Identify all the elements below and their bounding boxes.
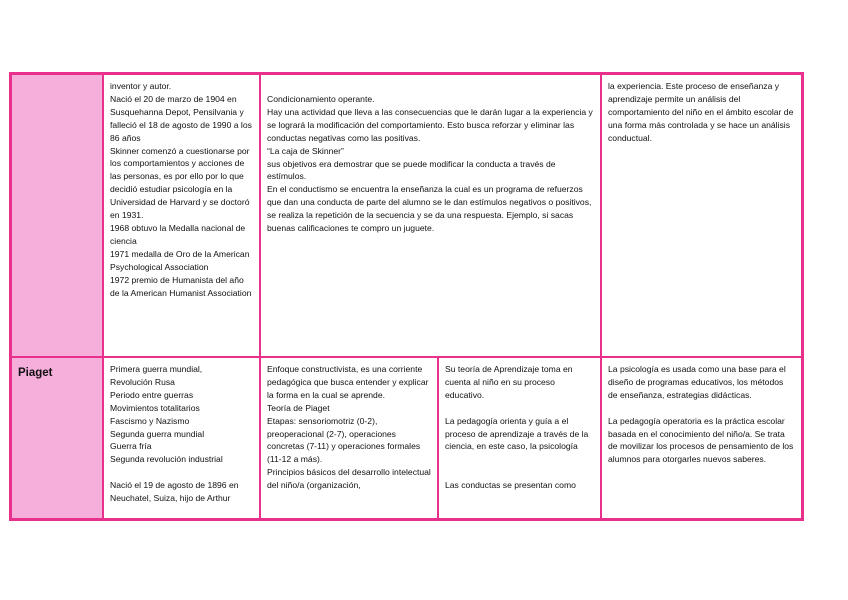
learning-line: Su teoría de Aprendizaje toma en cuenta al niño en su proceso educativo. bbox=[445, 364, 573, 400]
row1-right-cell bbox=[601, 74, 802, 357]
context-line: Movimientos totalitarios bbox=[110, 402, 200, 413]
theory-line: En el conductismo se encuentra la enseñanza la cual es un programa de refuerzos que dan una conducta de parte del alumno se le dan estímulos negativos o positivos, se realiza la repetición de la secuencia y se da una respuesta. Ejemplo, si sacas buenas calificaciones te compro un juguete. bbox=[267, 184, 592, 234]
theory-line: Condicionamiento operante. bbox=[267, 94, 375, 104]
theory-line: Principios básicos del desarrollo intelectual del niño/a (organización, bbox=[267, 467, 431, 491]
bio-line: inventor y autor. bbox=[110, 81, 172, 91]
row1-theory-cell bbox=[260, 74, 601, 357]
context-line: Periodo entre guerras bbox=[110, 389, 194, 400]
theory-line: Enfoque constructivista, es una corriente pedagógica que busca entender y explicar la forma en la cual se aprende. bbox=[267, 364, 429, 400]
theory-line: Etapas: sensoriomotriz (0-2), preoperacional (2-7), operaciones concretas (7-11) y operaciones formales (11-12 a más). bbox=[267, 415, 421, 465]
context-line: Revolución Rusa bbox=[110, 376, 175, 387]
right-line: la experiencia. Este proceso de enseñanza y aprendizaje permite un análisis del comportamiento del niño en el ámbito escolar de una forma más controlada y se hace un análisis conductual. bbox=[608, 81, 794, 143]
bio-line: Nació el 20 de marzo de 1904 en Susquehanna Depot, Pensilvania y falleció el 18 de agosto de 1990 a los 86 años bbox=[110, 93, 252, 143]
context-line: Segunda guerra mundial bbox=[110, 428, 205, 439]
bio-line: 1971 medalla de Oro de la American Psychological Association bbox=[110, 248, 250, 272]
right-line: La pedagogía operatoria es la práctica escolar basada en el conocimiento del niño/a. Se trata de movilizar los procesos de pensamiento de los alumnos para otorgarles nuevos saberes. bbox=[608, 415, 794, 465]
theory-line: Teoría de Piaget bbox=[267, 402, 330, 413]
author-name: Piaget bbox=[18, 367, 53, 379]
theory-line: sus objetivos era demostrar que se puede modificar la conducta a través de estímulos. bbox=[267, 158, 556, 182]
learning-line: Las conductas se presentan como bbox=[445, 480, 576, 491]
bio-line: Skinner comenzó a cuestionarse por los comportamientos y acciones de las personas, es por ello por lo que decidió estudiar psicología en la Universidad de Harvard y se doctoró en 1931. bbox=[110, 145, 250, 221]
bio-line: 1968 obtuvo la Medalla nacional de ciencia bbox=[110, 222, 246, 246]
comparison-table bbox=[9, 72, 804, 521]
context-line: Nació el 19 de agosto de 1896 en Neuchatel, Suiza, hijo de Arthur bbox=[110, 480, 239, 504]
row2-right-cell bbox=[601, 357, 802, 519]
row2-theory-cell bbox=[260, 357, 438, 519]
right-line: La psicología es usada como una base para el diseño de programas educativos, los métodos de enseñanza, estrategias didácticas. bbox=[608, 364, 786, 400]
context-line: Fascismo y Nazismo bbox=[110, 415, 190, 426]
row2-context-cell bbox=[103, 357, 260, 519]
theory-line: Hay una actividad que lleva a las consecuencias que le darán lugar a la experiencia y se logrará la modificación del comportamiento. Esto busca reforzar y eliminar las conductas negativas como las positivas. bbox=[267, 106, 593, 143]
row2-name-cell bbox=[11, 357, 103, 519]
learning-line: La pedagogía orienta y guía a el proceso de aprendizaje a través de la ciencia, en este caso, la psicología bbox=[445, 415, 589, 452]
row1-name-cell bbox=[11, 74, 103, 357]
context-line: Segunda revolución industrial bbox=[110, 454, 223, 465]
context-line: Guerra fría bbox=[110, 441, 152, 452]
context-line: Primera guerra mundial, bbox=[110, 364, 203, 374]
bio-line: 1972 premio de Humanista del año de la American Humanist Association bbox=[110, 274, 252, 298]
row2-learning-cell bbox=[438, 357, 601, 519]
theory-line: “La caja de Skinner” bbox=[267, 145, 344, 156]
row1-bio-cell bbox=[103, 74, 260, 357]
